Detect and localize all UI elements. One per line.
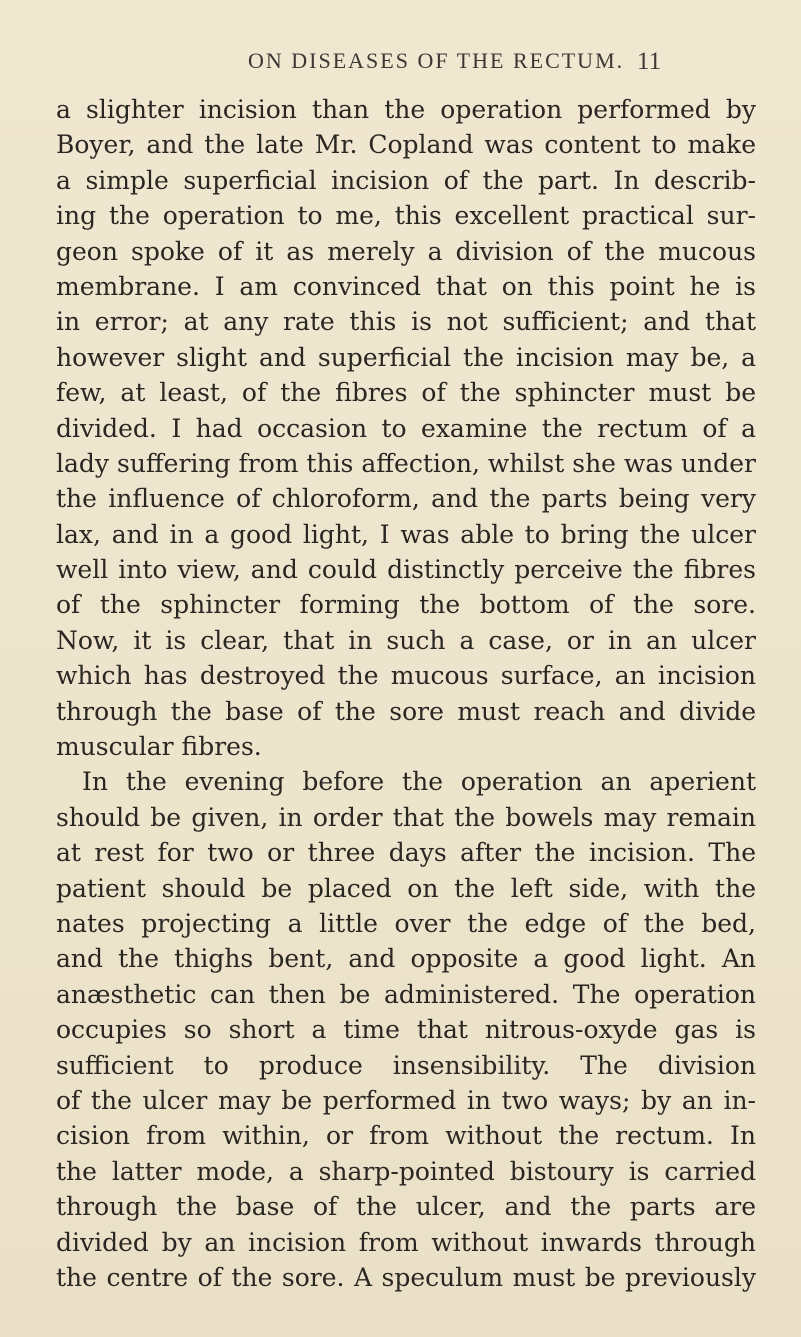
- text-line: through the base of the ulcer, and the parts are: [56, 1192, 756, 1222]
- text-line-paragraph-start: In the evening before the operation an aperient: [82, 767, 756, 797]
- text-line: the latter mode, a sharp-pointed bistoury is carried: [56, 1156, 756, 1186]
- text-line: which has destroyed the mucous surface, an incision: [56, 661, 756, 691]
- text-line: in error; at any rate this is not sufficient; and that: [56, 307, 756, 337]
- text-line: few, at least, of the fibres of the sphincter must be: [56, 378, 756, 408]
- page-number: 11: [637, 48, 662, 75]
- text-line: patient should be placed on the left side, with the: [56, 873, 756, 903]
- running-head-title: ON DISEASES OF THE RECTUM.: [248, 48, 625, 73]
- text-line: anæsthetic can then be administered. The operation: [56, 979, 756, 1009]
- text-line: of the sphincter forming the bottom of the sore.: [56, 590, 756, 620]
- text-line: membrane. I am convinced that on this point he is: [56, 271, 756, 301]
- text-line: sufficient to produce insensibility. The division: [56, 1050, 756, 1080]
- text-line-paragraph-end: muscular fibres.: [56, 732, 262, 762]
- text-line: lady suffering from this affection, whilst she was under: [56, 448, 756, 478]
- text-line: a simple superficial incision of the part. In describ-: [56, 165, 756, 195]
- text-line: lax, and in a good light, I was able to bring the ulcer: [56, 519, 756, 549]
- text-line: Now, it is clear, that in such a case, or in an ulcer: [56, 625, 756, 655]
- text-line: well into view, and could distinctly perceive the fibres: [56, 555, 756, 585]
- text-line: at rest for two or three days after the incision. The: [56, 838, 756, 868]
- text-line: and the thighs bent, and opposite a good light. An: [56, 944, 756, 974]
- body-text: [56, 92, 756, 1295]
- text-line: of the ulcer may be performed in two ways; by an in-: [56, 1085, 756, 1115]
- text-line: nates projecting a little over the edge of the bed,: [56, 908, 756, 938]
- text-line: however slight and superficial the incision may be, a: [56, 342, 756, 372]
- text-line: ing the operation to me, this excellent practical sur-: [56, 201, 756, 231]
- text-line: should be given, in order that the bowels may remain: [56, 802, 756, 832]
- text-line: occupies so short a time that nitrous-oxyde gas is: [56, 1015, 756, 1045]
- text-line: divided by an incision from without inwards through: [56, 1227, 756, 1257]
- text-line: cision from within, or from without the rectum. In: [56, 1121, 756, 1151]
- text-line: through the base of the sore must reach and divide: [56, 696, 756, 726]
- text-line: Boyer, and the late Mr. Copland was content to make: [56, 130, 756, 160]
- text-line: divided. I had occasion to examine the rectum of a: [56, 413, 756, 443]
- text-line: the influence of chloroform, and the parts being very: [56, 484, 756, 514]
- running-head: [0, 48, 801, 88]
- text-line: a slighter incision than the operation performed by: [56, 95, 756, 124]
- text-line: the centre of the sore. A speculum must be previously: [56, 1262, 756, 1292]
- text-line: geon spoke of it as merely a division of the mucous: [56, 236, 756, 266]
